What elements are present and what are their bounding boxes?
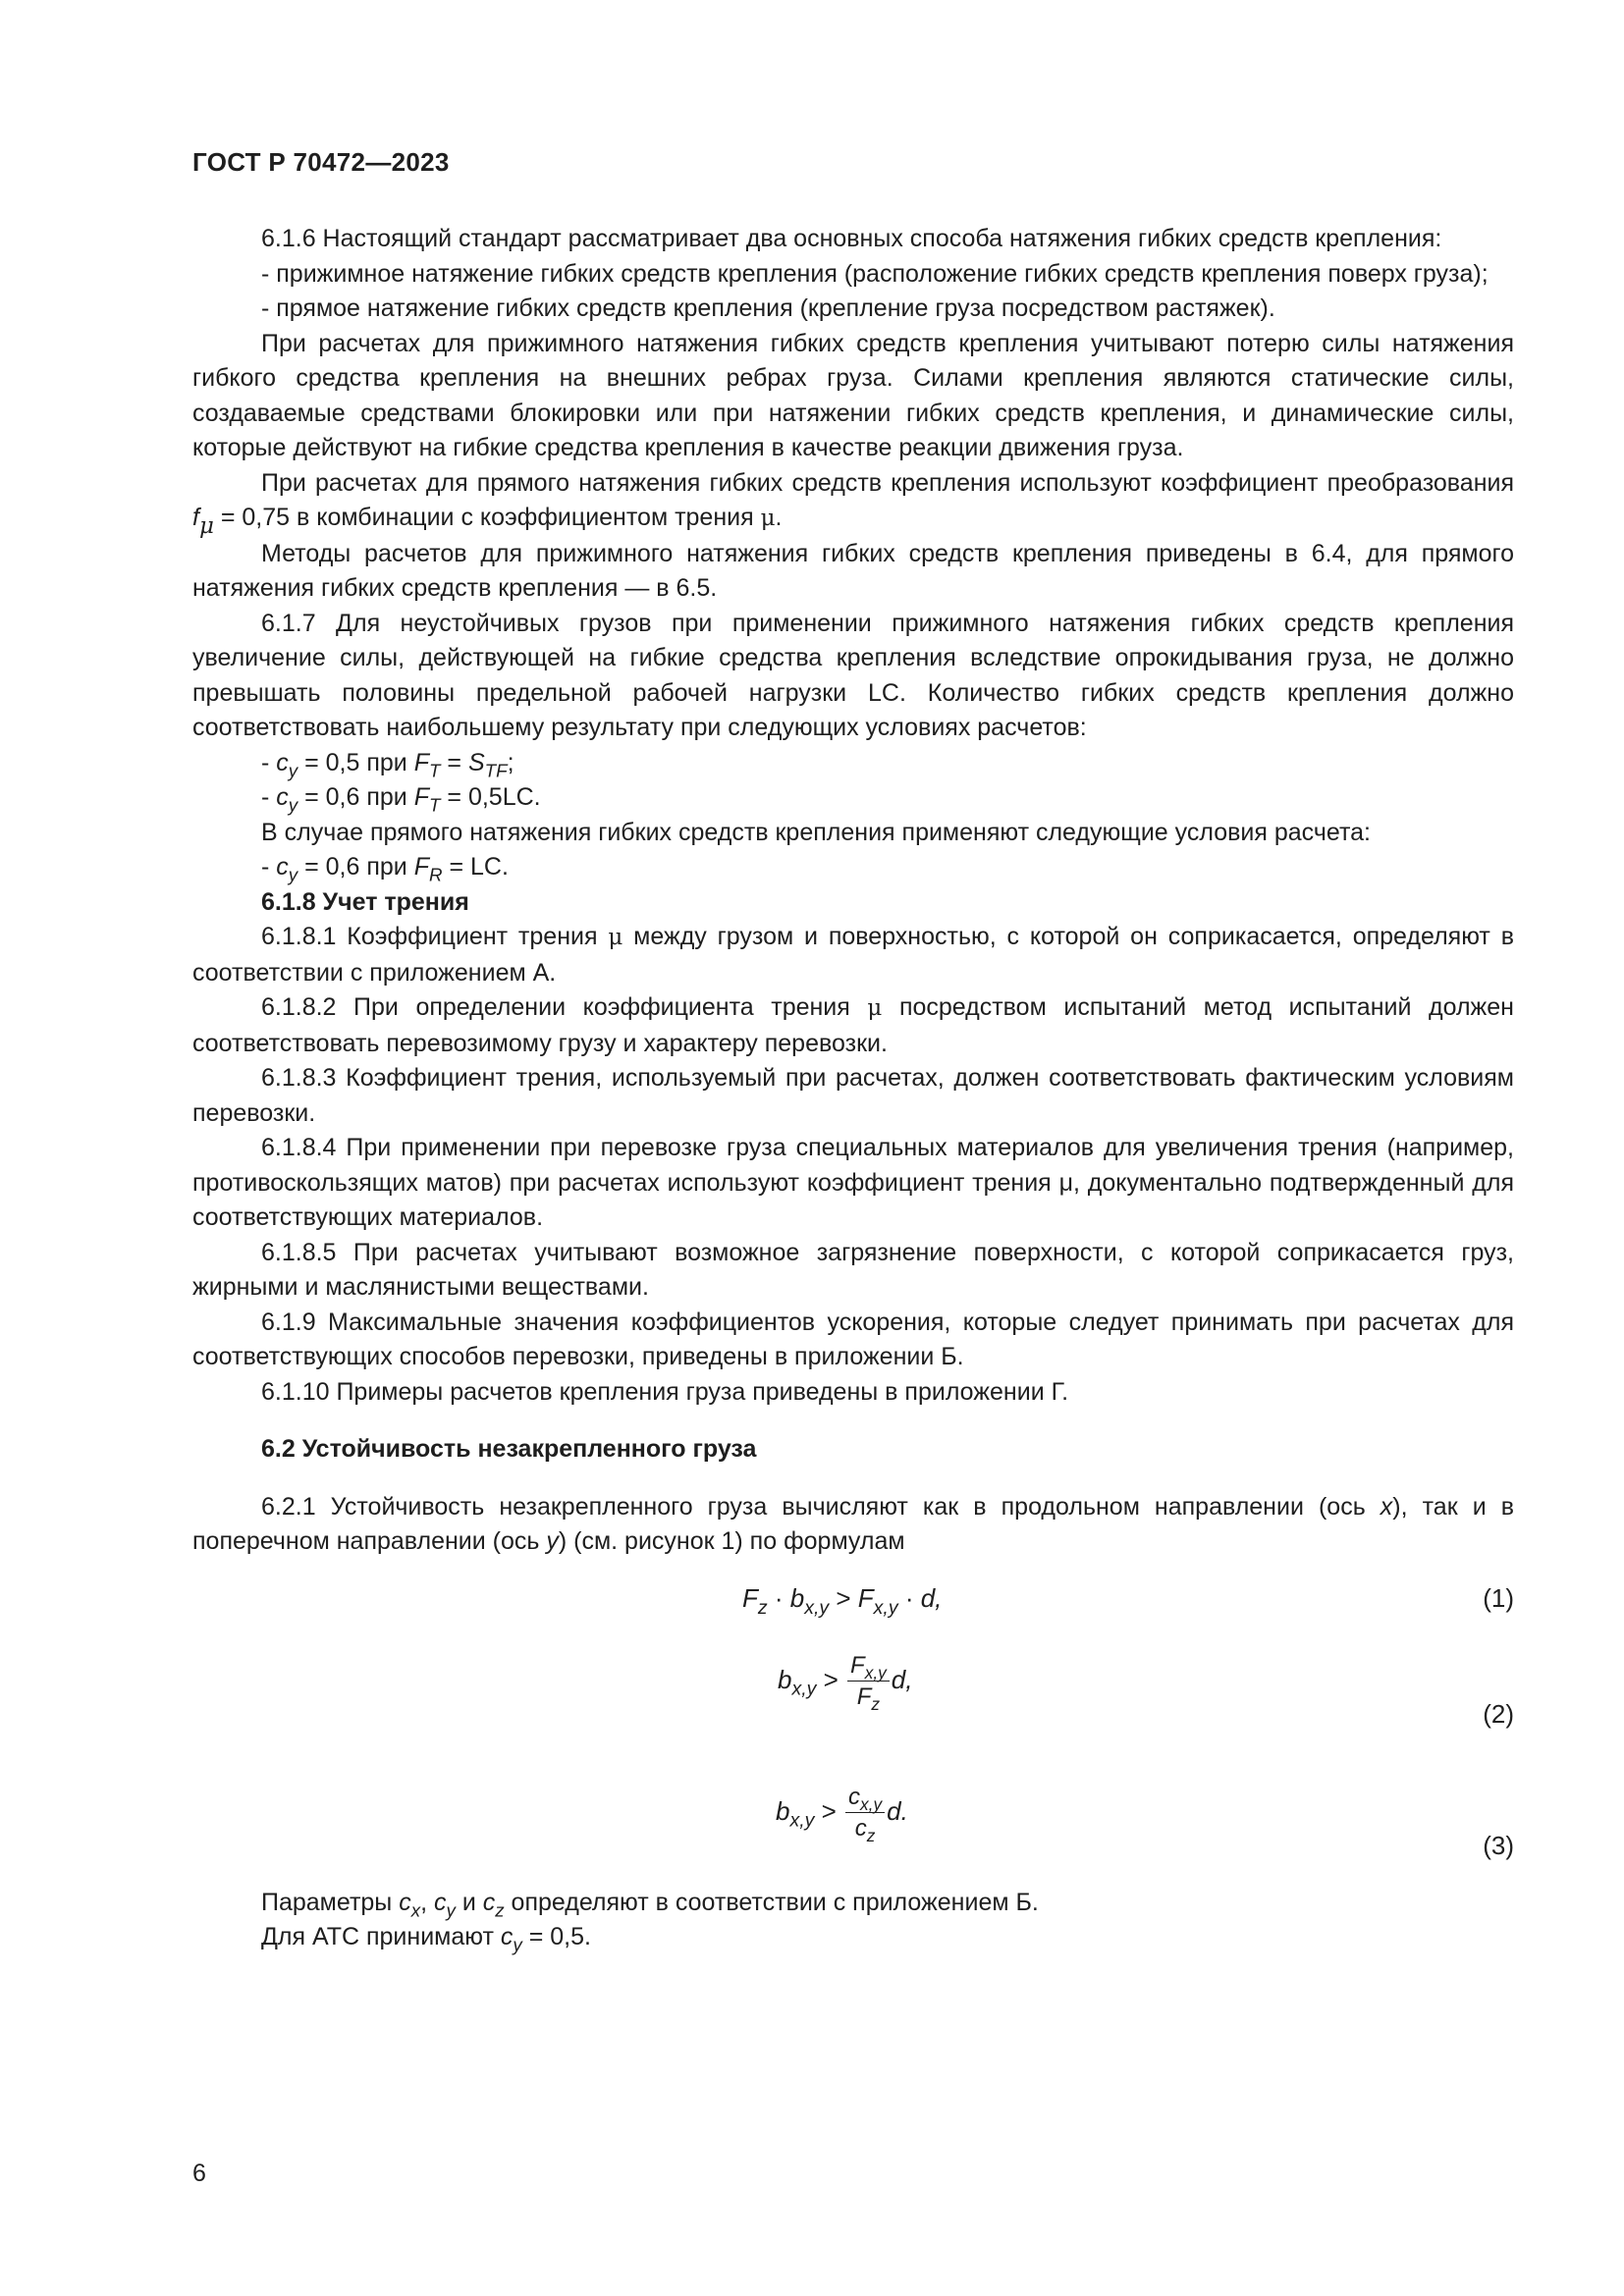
paragraph-parameters: Параметры $c_x$, $c_y$ и $c_z$ определяют в соответствии с приложением Б. (261, 1888, 1039, 1921)
heading-6-2: 6.2 Устойчивость незакрепленного груза (261, 1435, 757, 1463)
paragraph-direct-conditions: В случае прямого натяжения гибких средств крепления применяют следующие условия расчета: (261, 818, 1371, 846)
paragraph-6-1-8-1: 6.1.8.1 Коэффициент трения μ между грузом и поверхностью, с которой он соприкасается, определяют в соответствии с приложением А. (192, 923, 1514, 987)
document-body (192, 222, 1514, 1955)
paragraph-methods: Методы расчетов для прижимного натяжения гибких средств крепления приведены в 6.4, для прямого натяжения гибких средств крепления — в 6.5. (192, 539, 1514, 602)
paragraph-6-1-8-4: 6.1.8.4 При применении при перевозке груза специальных материалов для увеличения трения (например, противоскользящих матов) при расчетах используют коэффициент трения μ, документально подтвержденный для соответствующих материалов. (192, 1134, 1514, 1231)
heading-6-1-8: 6.1.8 Учет трения (261, 887, 469, 916)
document-header: ГОСТ Р 70472—2023 (192, 147, 450, 177)
paragraph-6-1-8-5: 6.1.8.5 При расчетах учитывают возможное загрязнение поверхности, с которой соприкасается груз, жирными и маслянистыми веществами. (192, 1238, 1514, 1301)
paragraph-6-1-6: 6.1.6 Настоящий стандарт рассматривает два основных способа натяжения гибких средств крепления: (261, 225, 1442, 252)
paragraph-6-1-8-3: 6.1.8.3 Коэффициент трения, используемый при расчетах, должен соответствовать фактическим условиям перевозки. (192, 1064, 1514, 1127)
formula-3-fraction: $\frac{c_{x,y}}{c_z}$ (845, 1784, 885, 1842)
formula-1-number: (1) (1483, 1582, 1514, 1613)
formula-3-expression: $b_{x,y}$ > $\frac{c_{x,y}}{c_z}$ d. (776, 1783, 908, 1845)
formula-3 (192, 1784, 1514, 1886)
list-item-direct: - прямое натяжение гибких средств крепления (крепление груза посредством растяжек). (261, 294, 1275, 322)
page-number: 6 (192, 2160, 206, 2187)
paragraph-6-1-7: 6.1.7 Для неустойчивых грузов при применении прижимного натяжения гибких средств крепления увеличение силы, действующей на гибкие средства крепления вследствие опрокидывания груза, не должно превышать половины предельной рабочей нагрузки LC. Количество гибких средств крепления должно соответствовать наибольшему результату при следующих условиях расчетов: (192, 609, 1514, 741)
paragraph-6-1-10: 6.1.10 Примеры расчетов крепления груза приведены в приложении Г. (261, 1377, 1069, 1406)
formula-2-expression: $b_{x,y}$ > $\frac{F_{x,y}}{F_z}$ d, (778, 1651, 913, 1714)
paragraph-calc-direct: При расчетах для прямого натяжения гибких средств крепления используют коэффициент преобразования $f_\mu = 0,75$ в комбинации с коэффициентом трения μ. (192, 468, 1514, 540)
formula-1-expression: $F_z \cdot b_{x,y} > F_{x,y} \cdot d$, (742, 1582, 943, 1619)
condition-3: - $c_y = 0,6$ при $F_R$ = LC. (261, 853, 509, 885)
paragraph-6-1-9: 6.1.9 Максимальные значения коэффициентов ускорения, которые следует принимать при расчетах для соответствующих способов перевозки, приведены в приложении Б. (192, 1308, 1514, 1370)
condition-2: - $c_y = 0,6$ при $F_T = 0,5LC$. (261, 783, 541, 816)
paragraph-6-1-8-2: 6.1.8.2 При определении коэффициента трения μ посредством испытаний метод испытаний должен соответствовать перевозимому грузу и характеру перевозки. (192, 993, 1514, 1057)
formula-1 (192, 1572, 1514, 1630)
list-item-pressing: - прижимное натяжение гибких средств крепления (расположение гибких средств крепления поверх груза); (261, 259, 1489, 288)
paragraph-calc-pressing: При расчетах для прижимного натяжения гибких средств крепления учитывают потерю силы натяжения гибкого средства крепления на внешних ребрах груза. Силами крепления являются статические силы, создаваемые средствами блокировки или при натяжении гибких средств крепления, и динамические силы, которые действуют на гибкие средства крепления в качестве реакции движения груза. (192, 329, 1514, 461)
formula-2-number: (2) (1483, 1698, 1514, 1729)
paragraph-6-2-1: 6.2.1 Устойчивость незакрепленного груза вычисляют как в продольном направлении (ось x), так и в поперечном направлении (ось y) (см. рисунок 1) по формулам (192, 1492, 1514, 1555)
paragraph-ats: Для АТС принимают $c_y = 0,5$. (261, 1923, 591, 1955)
formula-2-fraction: $\frac{F_{x,y}}{F_z}$ (847, 1652, 890, 1711)
formula-2 (192, 1652, 1514, 1784)
condition-1: - $c_y = 0,5$ при $F_T = S_{TF}$; (261, 748, 514, 781)
formula-3-number: (3) (1483, 1830, 1514, 1860)
